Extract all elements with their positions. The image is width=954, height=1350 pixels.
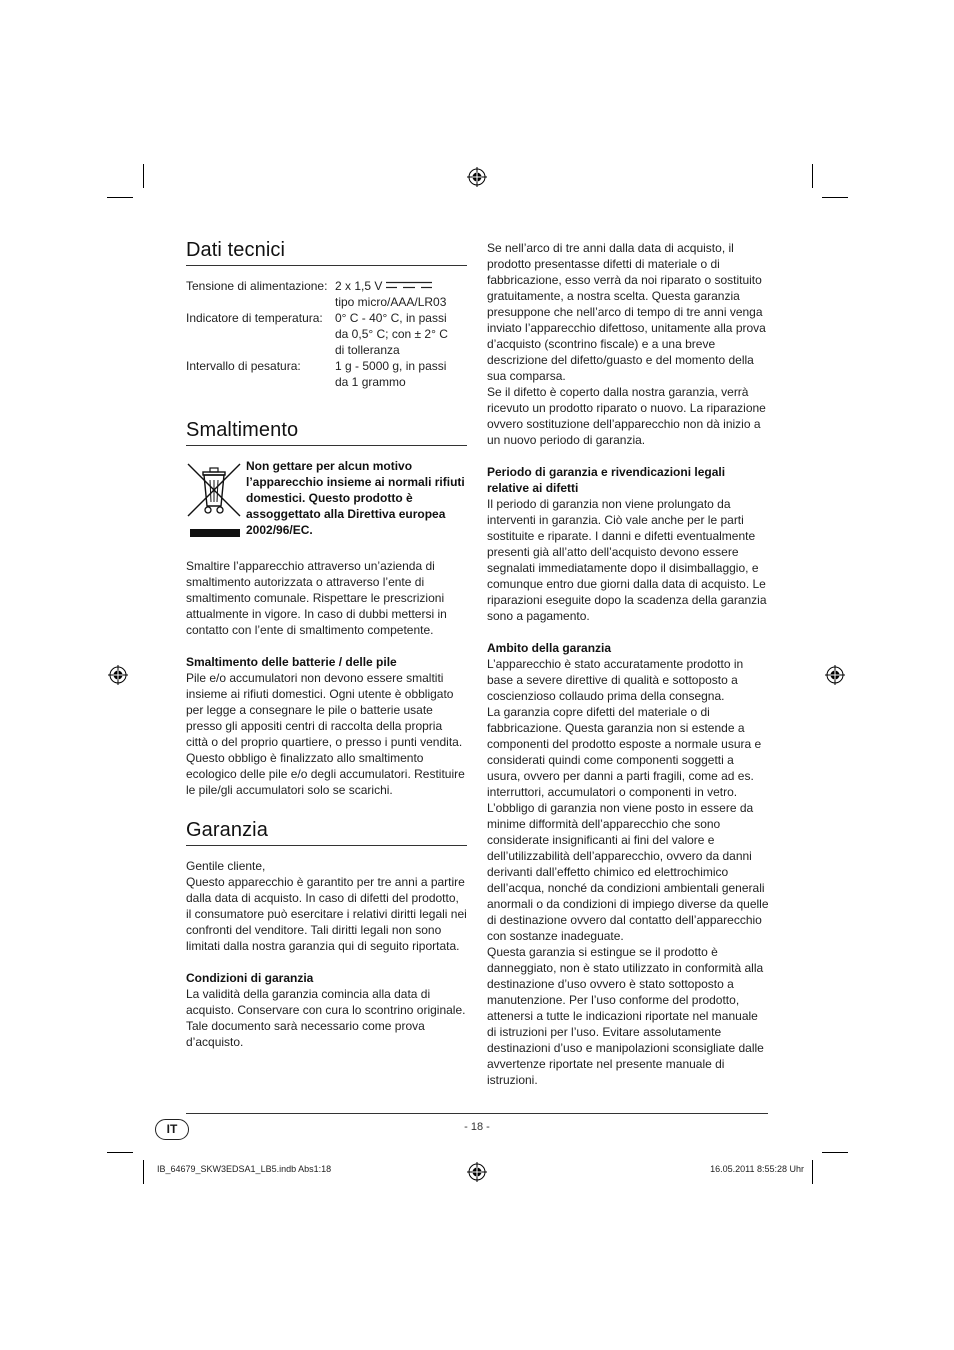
spec-key: Indicatore di temperatura: bbox=[186, 311, 323, 325]
registration-mark-icon bbox=[825, 665, 845, 685]
spec-value: 1 g - 5000 g, in passi da 1 grammo bbox=[335, 359, 447, 389]
crop-mark bbox=[812, 164, 813, 188]
tech-data-heading: Dati tecnici bbox=[186, 238, 467, 266]
battery-disposal-subheading: Smaltimento delle batterie / delle pile bbox=[186, 655, 397, 669]
right-column bbox=[487, 240, 770, 1088]
disposal-section bbox=[186, 418, 467, 798]
warranty-period-paragraph: Il periodo di garanzia non viene prolungato da interventi in garanzia. Ciò vale anche per le parti sostituite e riparate. I danni e difetti eventualmente presenti già all’atto dell’acquisto devono essere segnalati immediatamente dopo il disimballaggio, e comunque entro due giorni dalla data di acquisto. Le riparazioni eseguite dopo la scadenza della garanzia sono a pagamento. bbox=[487, 497, 767, 623]
crop-mark bbox=[107, 197, 133, 198]
warranty-intro: Questo apparecchio è garantito per tre anni a partire dalla data di acquisto. In caso di difetti del prodotto, il consumatore può esercitare i relativi diritti legali nei confronti del venditore. Tali diritti legali non sono limitati dalla nostra garanzia qui di seguito riportata. bbox=[186, 875, 467, 953]
warranty-scope-subheading: Ambito della garanzia bbox=[487, 641, 612, 655]
print-file-name: IB_64679_SKW3EDSA1_LB5.indb Abs1:18 bbox=[157, 1164, 332, 1174]
warranty-greeting: Gentile cliente, bbox=[186, 859, 266, 873]
registration-mark-icon bbox=[467, 167, 487, 187]
weee-bar bbox=[190, 529, 240, 537]
crop-mark bbox=[822, 1152, 848, 1153]
weee-notice bbox=[186, 458, 467, 542]
language-badge: IT bbox=[155, 1119, 189, 1140]
left-column bbox=[186, 238, 467, 1050]
warranty-period-subheading: Periodo di garanzia e rivendicazioni legali relative ai difetti bbox=[487, 465, 726, 495]
crop-mark bbox=[812, 1160, 813, 1184]
crop-mark bbox=[822, 197, 848, 198]
tech-data-section bbox=[186, 238, 467, 390]
weee-warning: Non gettare per alcun motivo l’apparecchio insieme ai normali rifiuti domestici. Questo prodotto è assoggettato alla Direttiva europea 2002/96/EC. bbox=[246, 459, 465, 537]
dc-current-icon bbox=[386, 281, 432, 289]
spec-row bbox=[186, 310, 448, 358]
spec-row bbox=[186, 358, 448, 390]
spec-table bbox=[186, 278, 448, 390]
warranty-section bbox=[186, 818, 467, 1050]
warranty-heading: Garanzia bbox=[186, 818, 467, 846]
spec-key: Intervallo di pesatura: bbox=[186, 359, 301, 373]
print-timestamp: 16.05.2011 8:55:28 Uhr bbox=[710, 1164, 804, 1174]
warranty-coverage-paragraph: Se il difetto è coperto dalla nostra garanzia, verrà ricevuto un prodotto riparato o nuovo. La riparazione ovvero sostituzione dell’apparecchio non dà inizio a un nuovo periodo di garanzia. bbox=[487, 385, 766, 447]
spec-value: 0° C - 40° C, in passi da 0,5° C; con ± 2° C di tolleranza bbox=[335, 311, 448, 357]
warranty-void-paragraph: Questa garanzia si estingue se il prodotto è danneggiato, non è stato utilizzato in conformità alla destinazione d’uso ovvero è stato sottoposto a manutenzione. Per l’uso conforme del prodotto, attenersi a tutte le indicazioni riportate nel manuale di istruzioni per l’uso. Evitare assolutamente destinazioni d’uso e manipolazioni sconsigliate dalle avvertenze riportate nel presente manuale di istruzioni. bbox=[487, 945, 764, 1087]
spec-row bbox=[186, 278, 448, 310]
registration-mark-icon bbox=[108, 665, 128, 685]
warranty-exclusions-paragraph: L’obbligo di garanzia non viene posto in essere da minime difformità dell’apparecchio che sono considerate insignificanti ai fini del valore e dell’utilizzabilità dell’apparecchio, ovvero da danni derivanti dall’effetto chimico ed elettrochimico dell’acqua, nonché da condizioni ambientali generali anormali o da condizioni di impiego diverse da quelle di destinazione ovvero dal contatto dell’apparecchio con sostanze inadeguate. bbox=[487, 801, 769, 943]
spec-key: Tensione di alimentazione: bbox=[186, 279, 328, 293]
battery-disposal-paragraph: Pile e/o accumulatori non devono essere smaltiti insieme ai rifiuti domestici. Ogni utente è obbligato per legge a consegnare le pile o batterie usate presso gli appositi centri di raccolta della propria città o del proprio quartiere, o presso i punti vendita. Questo obbligo è finalizzato allo smaltimento ecologico delle pile e/o degli accumulatori. Restituire le pile/gli accumulatori solo se scarichi. bbox=[186, 671, 465, 797]
disposal-heading: Smaltimento bbox=[186, 418, 467, 446]
registration-mark-icon bbox=[467, 1162, 487, 1182]
crossed-out-bin-icon bbox=[186, 462, 242, 518]
page-number: - 18 - bbox=[464, 1121, 490, 1133]
crop-mark bbox=[143, 164, 144, 188]
spec-value: 2 x 1,5 V tipo micro/AAA/LR03 bbox=[335, 279, 447, 309]
warranty-defects-paragraph: La garanzia copre difetti del materiale o di fabbricazione. Questa garanzia non si estende a componenti del prodotto esposte a normale usura e considerati quindi come componenti soggetti a usura, ovvero per danni a parti fragili, come ad es. interruttori, accumulatori o componenti in vetro. bbox=[487, 705, 762, 799]
warranty-conditions-paragraph: La validità della garanzia comincia alla data di acquisto. Conservare con cura lo scontrino originale. Tale documento sarà necessario come prova d’acquisto. bbox=[186, 987, 466, 1049]
disposal-paragraph: Smaltire l’apparecchio attraverso un’azienda di smaltimento autorizzata o attraverso l’ente di smaltimento comunale. Rispettare le prescrizioni attualmente in vigore. In caso di dubbi mettersi in contatto con l’ente di smaltimento competente. bbox=[186, 559, 447, 637]
warranty-scope-paragraph: L’apparecchio è stato accuratamente prodotto in base a severe direttive di qualità e sottoposto a coscienzioso collaudo prima della consegna. bbox=[487, 657, 744, 703]
footer-rule bbox=[186, 1113, 768, 1114]
warranty-repair-paragraph: Se nell’arco di tre anni dalla data di acquisto, il prodotto presentasse difetti di materiale o di fabbricazione, esso verrà da noi riparato o sostituito gratuitamente, a nostra scelta. Questa garanzia presuppone che nell’arco di tempo di tre anni venga inviato l’apparecchio difettoso, unitamente alla prova d’acquisto (scontrino fiscale) e a una breve descrizione del difetto/guasto e del momento della sua comparsa. bbox=[487, 241, 766, 383]
crop-mark bbox=[143, 1160, 144, 1184]
crop-mark bbox=[107, 1152, 133, 1153]
warranty-conditions-subheading: Condizioni di garanzia bbox=[186, 971, 314, 985]
